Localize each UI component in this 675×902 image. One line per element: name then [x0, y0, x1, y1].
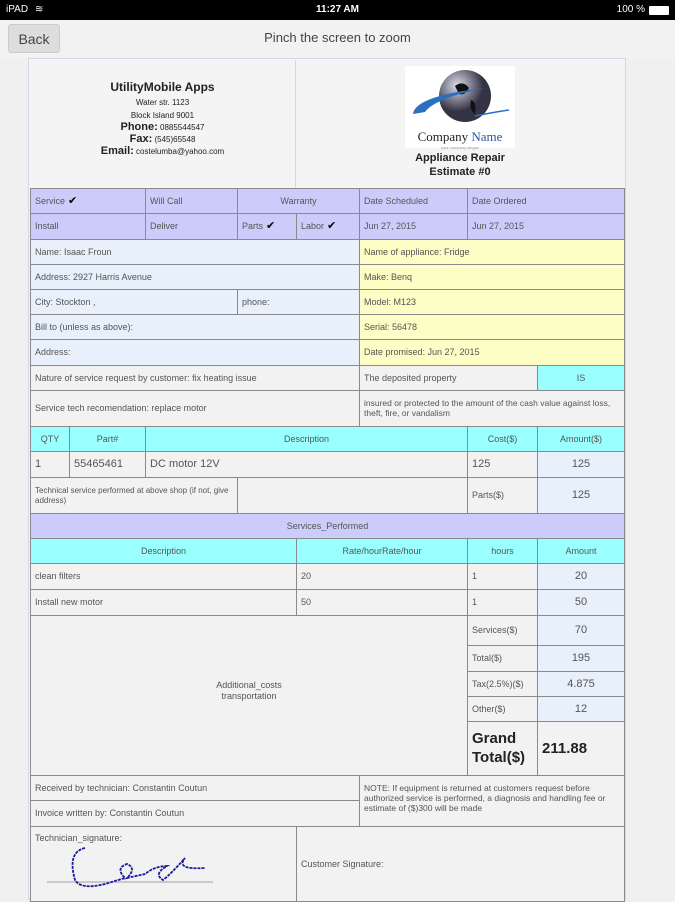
labor-label: Labor	[301, 221, 325, 232]
deliver-checkbox[interactable]: Deliver	[145, 213, 238, 240]
additional-costs-label: Additional_costs	[216, 680, 282, 691]
estimate-number: Estimate #0	[429, 166, 491, 178]
tax-label: Tax(2.5%)($)	[467, 671, 538, 697]
service-description[interactable]: clean filters	[30, 563, 297, 590]
tech-recommendation[interactable]: Service tech recomendation: replace motor	[30, 390, 360, 427]
fax-label: Fax:	[129, 133, 153, 145]
customer-name[interactable]: Name: Isaac Froun	[30, 239, 360, 265]
check-icon: ✔	[266, 220, 276, 233]
tax-value: 4.875	[537, 671, 625, 697]
service-amount: 50	[537, 589, 625, 616]
company-street: Water str. 1123	[135, 98, 190, 107]
parts-checkbox[interactable]	[237, 213, 297, 240]
globe-icon	[405, 66, 515, 126]
technician-signature	[45, 840, 215, 895]
date-promised[interactable]: Date promised: Jun 27, 2015	[359, 339, 625, 366]
appliance-make[interactable]: Make: Benq	[359, 264, 625, 290]
service-hours[interactable]: 1	[467, 563, 538, 590]
logo-text-name: Name	[471, 129, 503, 144]
company-name: UtilityMobile Apps	[110, 80, 215, 94]
grand-total-value: 211.88	[537, 721, 625, 776]
parts-total: 125	[537, 477, 625, 514]
company-logo	[405, 66, 515, 148]
parts-header-qty: QTY	[30, 426, 70, 452]
service-nature[interactable]: Nature of service request by customer: fix heating issue	[30, 365, 360, 391]
insured-note: insured or protected to the amount of the cash value against loss, theft, fire, or vandalism	[359, 390, 625, 427]
company-info	[30, 80, 295, 157]
service-description[interactable]: Install new motor	[30, 589, 297, 616]
date-scheduled-label: Date Scheduled	[359, 188, 468, 214]
will-call-checkbox[interactable]: Will Call	[145, 188, 238, 214]
return-note: NOTE: If equipment is returned at customers request before authorized service is performed, a diagnosis and handling fee or estimate of ($)300 will be made	[359, 775, 625, 827]
company-email: costelumba@yahoo.com	[136, 147, 225, 156]
part-amount: 125	[537, 451, 625, 478]
tech-service-label: Technical service performed at above shop (if not, give address)	[30, 477, 238, 514]
parts-header-amount: Amount($)	[537, 426, 625, 452]
customer-signature-box[interactable]	[296, 826, 625, 902]
deposited-label: The deposited property	[359, 365, 538, 391]
parts-total-label: Parts($)	[467, 477, 538, 514]
warranty-label: Warranty	[237, 188, 360, 214]
services-title: Services_Performed	[30, 513, 625, 539]
logo-tagline: your company slogan	[440, 145, 480, 150]
grand-total-label: Grand Total($)	[467, 721, 538, 776]
services-header-amount: Amount	[537, 538, 625, 564]
email-label: Email:	[100, 145, 134, 157]
company-city: Block Island 9001	[130, 111, 195, 120]
parts-header-cost: Cost($)	[467, 426, 538, 452]
customer-signature-label: Customer Signature:	[301, 858, 384, 869]
services-header-description: Description	[30, 538, 297, 564]
back-button[interactable]: Back	[8, 24, 60, 53]
zoom-hint: Pinch the screen to zoom	[264, 30, 411, 45]
phone-label: Phone:	[120, 121, 158, 133]
logo-text-company: Company	[417, 129, 469, 144]
service-label: Service	[35, 195, 66, 206]
technician-signature-label: Technician_signature:	[35, 833, 123, 843]
appliance-name[interactable]: Name of appliance: Fridge	[359, 239, 625, 265]
additional-costs[interactable]	[30, 615, 468, 776]
services-header-rate: Rate/hourRate/hour	[296, 538, 468, 564]
deposited-value[interactable]: IS	[537, 365, 625, 391]
services-total: 70	[537, 615, 625, 646]
labor-checkbox[interactable]	[296, 213, 360, 240]
service-amount: 20	[537, 563, 625, 590]
customer-address[interactable]: Address: 2927 Harris Avenue	[30, 264, 360, 290]
check-icon: ✔	[68, 194, 78, 207]
services-total-label: Services($)	[467, 615, 538, 646]
service-hours[interactable]: 1	[467, 589, 538, 616]
company-fax: (545)65548	[154, 135, 196, 144]
other-label: Other($)	[467, 696, 538, 722]
device-label: iPAD	[6, 4, 29, 15]
parts-header-description: Description	[145, 426, 468, 452]
appliance-model[interactable]: Model: M123	[359, 289, 625, 315]
received-by[interactable]: Received by technician: Constantin Coutun	[30, 775, 360, 801]
clock: 11:27 AM	[316, 4, 359, 15]
tech-service-address[interactable]	[237, 477, 468, 514]
service-rate[interactable]: 20	[296, 563, 468, 590]
battery-icon	[649, 6, 669, 15]
other-value[interactable]: 12	[537, 696, 625, 722]
install-checkbox[interactable]: Install	[30, 213, 146, 240]
parts-header-part: Part#	[69, 426, 146, 452]
service-checkbox[interactable]	[30, 188, 146, 214]
part-qty[interactable]: 1	[30, 451, 70, 478]
parts-label: Parts	[242, 221, 264, 232]
company-phone: 0885544547	[160, 123, 205, 132]
bill-to[interactable]: Bill to (unless as above):	[30, 314, 360, 340]
part-number[interactable]: 55465461	[69, 451, 146, 478]
toolbar	[0, 20, 675, 58]
document-title	[296, 151, 624, 179]
status-bar	[0, 0, 675, 20]
appliance-serial[interactable]: Serial: 56478	[359, 314, 625, 340]
service-rate[interactable]: 50	[296, 589, 468, 616]
date-scheduled-value[interactable]: Jun 27, 2015	[359, 213, 468, 240]
part-description[interactable]: DC motor 12V	[145, 451, 468, 478]
part-cost[interactable]: 125	[467, 451, 538, 478]
additional-costs-value: transportation	[221, 690, 277, 701]
invoice-written-by[interactable]: Invoice written by: Constantin Coutun	[30, 800, 360, 827]
wifi-icon: ≋	[35, 4, 44, 15]
date-ordered-value[interactable]: Jun 27, 2015	[467, 213, 625, 240]
total-label: Total($)	[467, 645, 538, 672]
customer-phone[interactable]: phone:	[237, 289, 360, 315]
battery-label: 100 %	[616, 4, 645, 15]
doc-title: Appliance Repair	[415, 152, 505, 164]
customer-city[interactable]: City: Stockton ,	[30, 289, 238, 315]
total-value: 195	[537, 645, 625, 672]
services-header-hours: hours	[467, 538, 538, 564]
bill-address[interactable]: Address:	[30, 339, 360, 366]
date-ordered-label: Date Ordered	[467, 188, 625, 214]
check-icon: ✔	[327, 220, 337, 233]
